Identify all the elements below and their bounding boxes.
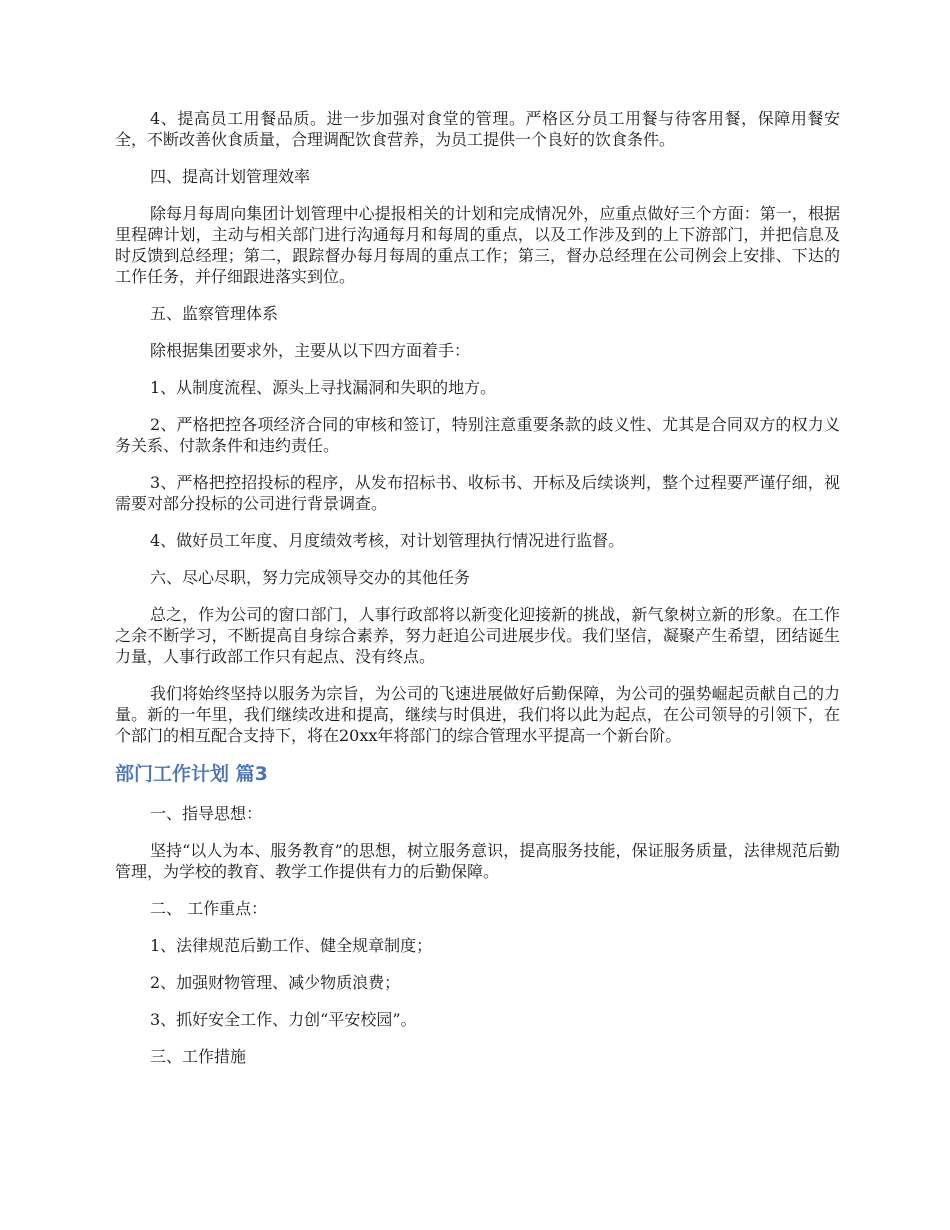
paragraph-focus-item-2: 2、加强财物管理、减少物质浪费； bbox=[150, 973, 401, 992]
paragraph-commitment: 我们将始终坚持以服务为宗旨，为公司的飞速进展做好后勤保障，为公司的强势崛起贡献自己的力量。新的一年里，我们继续改进和提高，继续与时俱进，我们将以此为起点，在公司领导的引领下，在个部门的相互配合支持下，将在20xx年将部门的综合管理水平提高一个新台阶。 bbox=[115, 684, 840, 745]
paragraph-guiding-thought: 坚持“以人为本、服务教育”的思想，树立服务意识，提高服务技能，保证服务质量，法律规范后勤管理，为学校的教育、教学工作提供有力的后勤保障。 bbox=[115, 841, 840, 881]
paragraph-canteen-quality: 4、提高员工用餐品质。进一步加强对食堂的管理。严格区分员工用餐与待客用餐，保障用餐安全，不断改善伙食质量，合理调配饮食营养，为员工提供一个良好的饮食条件。 bbox=[115, 109, 840, 149]
document-heading: 部门工作计划 篇3 bbox=[115, 763, 268, 785]
paragraph-summary: 总之，作为公司的窗口部门，人事行政部将以新变化迎接新的挑战，新气象树立新的形象。在工作之余不断学习，不断提高自身综合素养，努力赶追公司进展步伐。我们坚信，凝聚产生希望，团结诞生力量，人事行政部工作只有起点、没有终点。 bbox=[115, 605, 840, 666]
section-heading-other-tasks: 六、尽心尽职，努力完成领导交办的其他任务 bbox=[150, 568, 471, 587]
paragraph-supervision-item-2: 2、严格把控各项经济合同的审核和签订，特别注意重要条款的歧义性、尤其是合同双方的权力义务关系、付款条件和违约责任。 bbox=[115, 415, 840, 455]
section-heading-plan-efficiency: 四、提高计划管理效率 bbox=[150, 167, 311, 186]
section-heading-work-focus: 二、 工作重点： bbox=[150, 899, 268, 918]
section-heading-supervision: 五、监察管理体系 bbox=[150, 304, 279, 323]
section-heading-guiding-thought: 一、指导思想： bbox=[150, 804, 263, 823]
document-page bbox=[115, 108, 840, 1083]
paragraph-supervision-item-4: 4、做好员工年度、月度绩效考核，对计划管理执行情况进行监督。 bbox=[150, 531, 625, 550]
paragraph-supervision-item-3: 3、严格把控招投标的程序，从发布招标书、收标书、开标及后续谈判，整个过程要严谨仔细，视需要对部分投标的公司进行背景调查。 bbox=[115, 473, 840, 513]
paragraph-supervision-item-1: 1、从制度流程、源头上寻找漏洞和失职的地方。 bbox=[150, 378, 497, 397]
paragraph-plan-management: 除每月每周向集团计划管理中心提报相关的计划和完成情况外，应重点做好三个方面：第一，根据里程碑计划，主动与相关部门进行沟通每月和每周的重点，以及工作涉及到的上下游部门，并把信息及时反馈到总经理；第二，跟踪督办每月每周的重点工作；第三，督办总经理在公司例会上安排、下达的工作任务，并仔细跟进落实到位。 bbox=[115, 204, 840, 286]
paragraph-focus-item-3: 3、抓好安全工作、力创“平安校园”。 bbox=[150, 1010, 417, 1029]
paragraph-focus-item-1: 1、法律规范后勤工作、健全规章制度； bbox=[150, 936, 433, 955]
section-heading-work-measures: 三、工作措施 bbox=[150, 1047, 247, 1066]
paragraph-supervision-intro: 除根据集团要求外，主要从以下四方面着手： bbox=[150, 341, 471, 360]
